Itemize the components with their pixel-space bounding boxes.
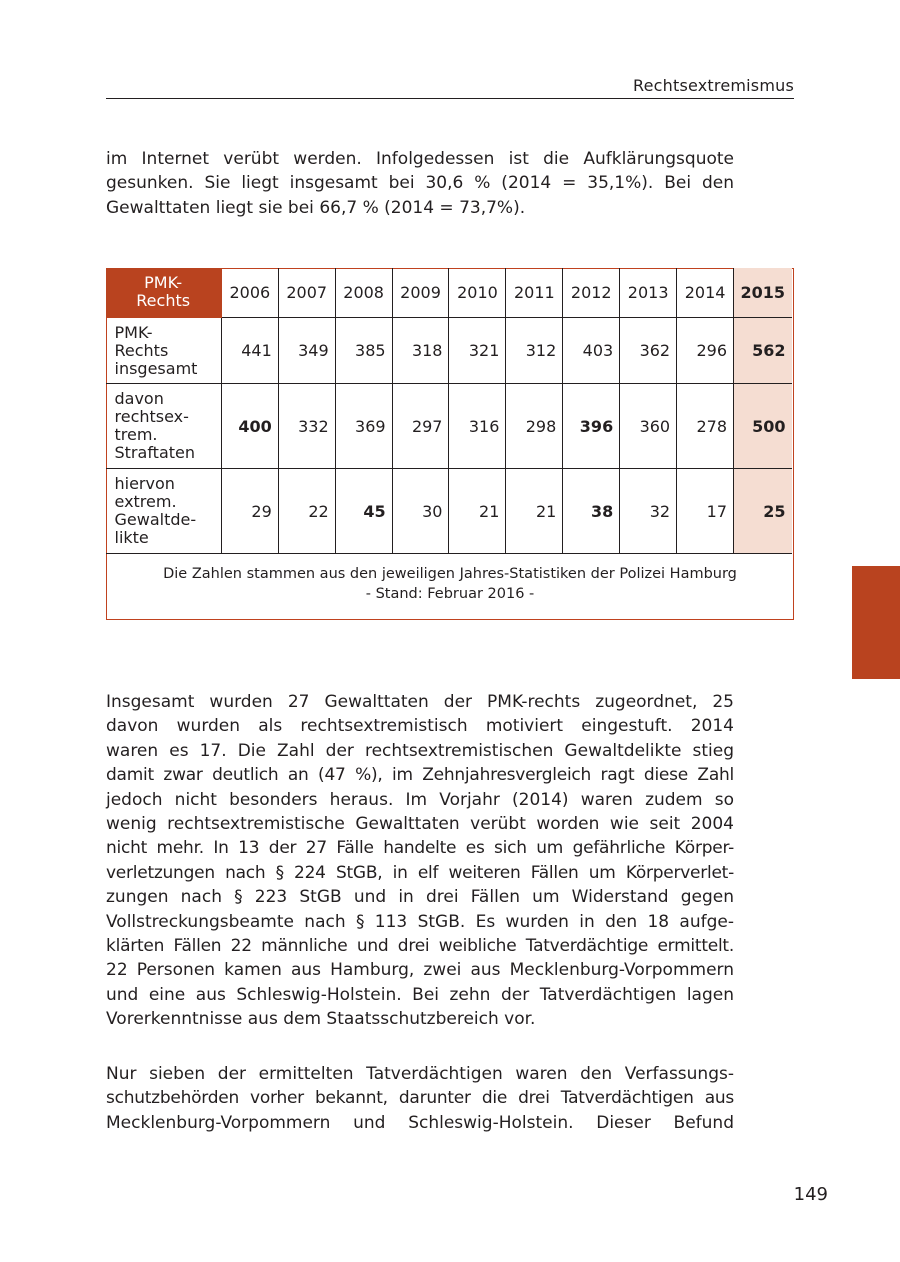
table-cell: 403 <box>563 318 620 384</box>
table-cell-highlight: 562 <box>734 318 792 384</box>
year-header: 2013 <box>620 268 677 318</box>
text-line: klärten Fällen 22 männliche und drei weibliche Tatverdächtige ermittelt. <box>106 936 734 957</box>
text-line: waren es 17. Die Zahl der rechtsextremistischen Gewaltdelikte stieg <box>106 740 734 761</box>
table-cell: 349 <box>278 318 335 384</box>
text-line: davon wurden als rechtsextremistisch motiviert eingestuft. 2014 <box>106 716 734 737</box>
table-cell: 362 <box>620 318 677 384</box>
table-cell: 278 <box>677 384 734 469</box>
source-line: Die Zahlen stammen aus den jeweiligen Jahres-Statistiken der Polizei Hamburg <box>163 566 737 582</box>
text-line: Vorerkenntnisse aus dem Staatsschutzbereich vor. <box>106 1009 536 1030</box>
table-header-row <box>106 268 792 318</box>
corner-label-line: PMK- <box>144 273 183 293</box>
table-cell: 17 <box>677 469 734 554</box>
table-cell: 400 <box>221 384 278 469</box>
paragraph-violence-statistics <box>106 690 734 1032</box>
text-line: damit zwar deutlich an (47 %), im Zehnjahresvergleich ragt diese Zahl <box>106 765 734 786</box>
text-line: wenig rechtsextremistische Gewalttaten verübt worden wie seit 2004 <box>106 814 734 835</box>
text-line: im Internet verübt werden. Infolgedessen ist die Aufklärungsquote <box>106 149 734 169</box>
paragraph-suspects <box>106 1062 734 1135</box>
text-line: verletzungen nach § 224 StGB, in elf weiteren Fällen um Körperverlet- <box>106 862 734 883</box>
text-line: Gewalttaten liegt sie bei 66,7 % (2014 = 73,7%). <box>106 197 526 218</box>
table-cell-highlight: 25 <box>734 469 792 554</box>
row-label-line: insgesamt <box>114 358 198 378</box>
table-cell: 318 <box>392 318 449 384</box>
table-cell: 441 <box>221 318 278 384</box>
text-line: jedoch nicht besonders heraus. Im Vorjahr (2014) waren zudem so <box>106 789 734 810</box>
header-rule <box>106 98 794 99</box>
table-cell: 38 <box>563 469 620 554</box>
text-line: Insgesamt wurden 27 Gewalttaten der PMK-rechts zugeordnet, 25 <box>106 692 734 712</box>
year-header: 2010 <box>449 268 506 318</box>
table-cell: 360 <box>620 384 677 469</box>
year-header: 2014 <box>677 268 734 318</box>
row-label-line: trem. <box>114 425 158 444</box>
running-head-title: Rechtsextremismus <box>633 76 794 95</box>
table-row <box>106 384 792 469</box>
table-cell: 30 <box>392 469 449 554</box>
row-label-line: Straftaten <box>114 443 195 462</box>
table-cell: 45 <box>335 469 392 554</box>
text-line: Nur sieben der ermittelten Tatverdächtigen waren den Verfassungs- <box>106 1064 734 1084</box>
statistics-table <box>106 268 792 555</box>
table-cell: 298 <box>506 384 563 469</box>
table-cell: 312 <box>506 318 563 384</box>
page-number: 149 <box>793 1184 828 1205</box>
table-corner-label <box>106 268 222 318</box>
text-line: gesunken. Sie liegt insgesamt bei 30,6 % (2014 = 35,1%). Bei den <box>106 173 734 194</box>
table-row <box>106 469 792 554</box>
table-cell: 297 <box>392 384 449 469</box>
row-label-line: Gewaltde- <box>114 510 197 529</box>
year-header: 2012 <box>563 268 620 318</box>
chapter-tab-marker <box>852 566 900 679</box>
table-cell: 21 <box>506 469 563 554</box>
row-label-line: PMK- <box>114 322 153 342</box>
row-label-line: likte <box>114 528 149 547</box>
table-cell: 321 <box>449 318 506 384</box>
row-label <box>106 469 222 554</box>
row-label <box>106 384 222 469</box>
table-cell: 385 <box>335 318 392 384</box>
table-cell: 332 <box>278 384 335 469</box>
table-cell: 396 <box>563 384 620 469</box>
text-line: zungen nach § 223 StGB und in drei Fällen um Widerstand gegen <box>106 887 734 908</box>
text-line: nicht mehr. In 13 der 27 Fälle handelte es sich um gefährliche Körper- <box>106 838 734 859</box>
table-cell: 369 <box>335 384 392 469</box>
table-source-note <box>107 564 793 604</box>
source-line: - Stand: Februar 2016 - <box>365 586 535 602</box>
table-cell: 21 <box>449 469 506 554</box>
table-cell: 296 <box>677 318 734 384</box>
year-header-highlight: 2015 <box>734 268 792 318</box>
year-header: 2008 <box>335 268 392 318</box>
corner-label-line: Rechts <box>136 291 191 311</box>
row-label-line: Rechts <box>114 340 169 360</box>
row-label-line: davon <box>114 389 164 408</box>
table-cell-highlight: 500 <box>734 384 792 469</box>
year-header: 2007 <box>278 268 335 318</box>
text-line: 22 Personen kamen aus Hamburg, zwei aus Mecklenburg-Vorpommern <box>106 960 734 981</box>
table-cell: 316 <box>449 384 506 469</box>
year-header: 2006 <box>221 268 278 318</box>
text-line: Mecklenburg-Vorpommern und Schleswig-Holstein. Dieser Befund <box>106 1112 734 1133</box>
text-line: Vollstreckungsbeamte nach § 113 StGB. Es wurden in den 18 aufge- <box>106 911 734 932</box>
row-label <box>106 318 222 384</box>
row-label-line: hiervon <box>114 474 175 493</box>
row-label-line: rechtsex- <box>114 407 189 426</box>
table-cell: 22 <box>278 469 335 554</box>
statistics-table-box <box>106 268 794 620</box>
text-line: und eine aus Schleswig-Holstein. Bei zehn der Tatverdächtigen lagen <box>106 984 734 1005</box>
table-row <box>106 318 792 384</box>
text-line: schutzbehörden vorher bekannt, darunter die drei Tatverdächtigen aus <box>106 1088 734 1109</box>
table-cell: 29 <box>221 469 278 554</box>
paragraph-intro <box>106 147 734 220</box>
year-header: 2011 <box>506 268 563 318</box>
row-label-line: extrem. <box>114 492 177 511</box>
year-header: 2009 <box>392 268 449 318</box>
table-cell: 32 <box>620 469 677 554</box>
